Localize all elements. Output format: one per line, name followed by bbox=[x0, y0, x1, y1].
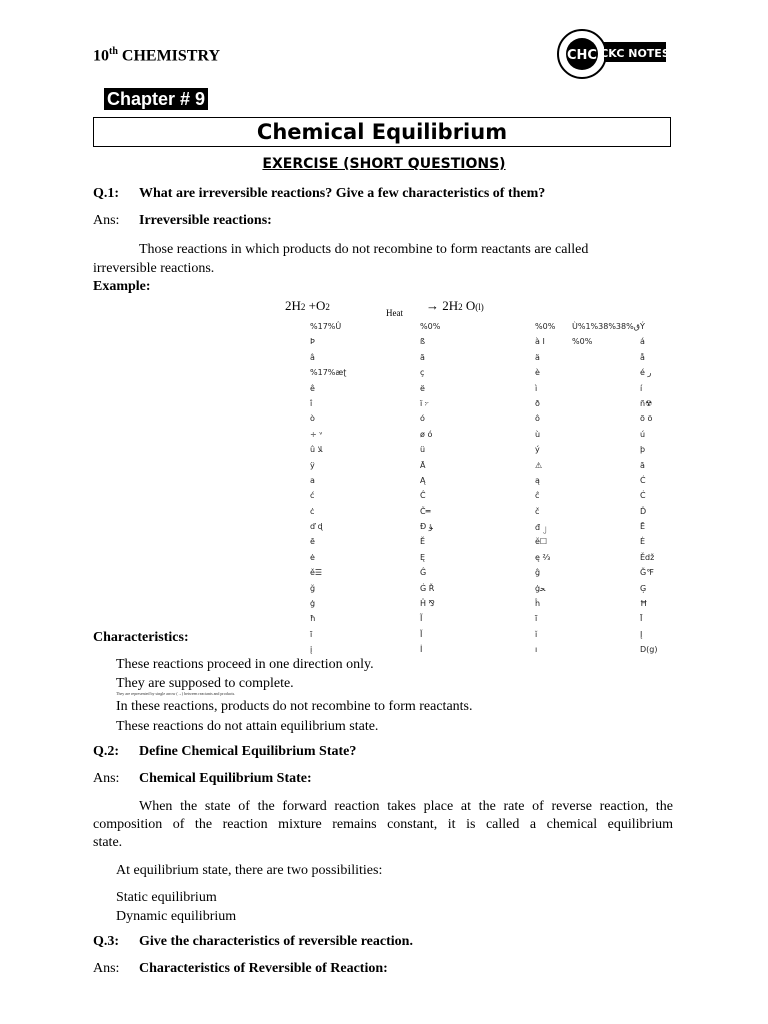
garbled-cell: Ģ bbox=[640, 583, 647, 593]
example-label: Example: bbox=[93, 279, 151, 294]
logo-text: CKC NOTES bbox=[600, 47, 668, 60]
garbled-cell: î bbox=[310, 398, 313, 408]
answer-1-line-1: Those reactions in which products do not recombine to form reactants are called bbox=[139, 242, 589, 257]
garbled-cell: Ĝ bbox=[420, 568, 427, 578]
question-3 bbox=[93, 934, 413, 950]
eq-heat-label: Heat bbox=[386, 308, 403, 318]
garbled-cell: Ė bbox=[640, 537, 646, 547]
grade-number: 10 bbox=[93, 47, 109, 65]
garbled-cell: ġﺤ bbox=[535, 583, 546, 593]
garbled-cell: Ġ Ř bbox=[420, 583, 435, 593]
answer-1 bbox=[93, 213, 272, 229]
question-2-text: Define Chemical Equilibrium State? bbox=[139, 744, 357, 759]
garbled-cell: ý bbox=[535, 445, 540, 455]
garbled-cell: ė bbox=[310, 552, 315, 562]
garbled-cell: ĕ☐ bbox=[535, 537, 548, 547]
garbled-cell: ø ó bbox=[420, 429, 433, 439]
garbled-cell: ê bbox=[310, 383, 315, 393]
logo-monogram: CHC bbox=[567, 48, 597, 63]
garbled-cell: ä bbox=[535, 352, 540, 362]
garbled-cell: Ā bbox=[420, 460, 426, 470]
garbled-cell: ë bbox=[420, 383, 425, 393]
eq-sub-2: 2 bbox=[325, 302, 330, 312]
garbled-cell: ï ፦ bbox=[420, 398, 429, 408]
garbled-row bbox=[310, 368, 690, 383]
garbled-row bbox=[310, 337, 690, 352]
subject-name: CHEMISTRY bbox=[121, 47, 221, 65]
garbled-cell: ĉ bbox=[535, 491, 540, 501]
characteristic-item: These reactions proceed in one direction only. bbox=[116, 657, 374, 672]
garbled-row bbox=[310, 630, 690, 645]
garbled-cell: Ý bbox=[640, 322, 645, 331]
question-3-number: Q.3: bbox=[93, 934, 120, 949]
garbled-cell: Ĥ ⅋ bbox=[420, 599, 435, 609]
possibility-item: Dynamic equilibrium bbox=[116, 909, 237, 924]
eq-sub-1: 2 bbox=[300, 302, 306, 312]
garbled-cell: û ﻼ bbox=[310, 445, 323, 455]
garbled-row bbox=[310, 522, 690, 537]
garbled-cell: Ę bbox=[420, 552, 426, 562]
garbled-symbol-grid bbox=[310, 322, 690, 661]
garbled-cell: Ć bbox=[640, 475, 646, 485]
garbled-cell: õ ö bbox=[640, 414, 653, 424]
garbled-cell: Ċ bbox=[640, 491, 646, 501]
garbled-row bbox=[310, 553, 690, 568]
garbled-cell: Ħ bbox=[640, 599, 648, 609]
answer-2-line-2: composition of the reaction mixture remains constant, it is called a chemical equilibrium bbox=[93, 817, 673, 832]
question-1 bbox=[93, 186, 545, 202]
reaction-equation bbox=[285, 298, 330, 314]
question-3-text: Give the characteristics of reversible reaction. bbox=[139, 934, 413, 949]
garbled-cell: ē bbox=[310, 537, 315, 547]
garbled-cell: ĭ bbox=[535, 629, 538, 639]
garbled-cell: D(g) bbox=[640, 645, 658, 655]
garbled-cell: ñ☢ bbox=[640, 398, 653, 408]
garbled-cell: Į bbox=[640, 629, 643, 639]
possibility-item: Static equilibrium bbox=[116, 890, 217, 905]
garbled-row bbox=[310, 507, 690, 522]
eq-sub-3: 2 bbox=[458, 302, 463, 312]
answer-2-paragraph bbox=[93, 798, 673, 852]
garbled-cell: %0% bbox=[420, 322, 441, 331]
reaction-product bbox=[426, 298, 484, 314]
garbled-cell: ù bbox=[535, 429, 541, 439]
garbled-cell: í bbox=[640, 383, 643, 393]
question-1-number: Q.1: bbox=[93, 186, 120, 201]
garbled-cell: đ ၂ bbox=[535, 523, 547, 533]
garbled-cell: ď ɖ bbox=[310, 522, 323, 532]
garbled-cell: ī bbox=[310, 629, 313, 639]
garbled-row bbox=[310, 445, 690, 460]
answer-1-line-2: irreversible reactions. bbox=[93, 261, 215, 276]
garbled-row bbox=[310, 322, 690, 337]
eq-arrow: → bbox=[426, 298, 439, 313]
characteristic-item: They are supposed to complete. bbox=[116, 676, 294, 691]
garbled-cell: ħ bbox=[310, 614, 316, 624]
garbled-row bbox=[310, 414, 690, 429]
garbled-cell: þ bbox=[640, 445, 646, 455]
garbled-cell: ĩ bbox=[535, 614, 538, 624]
answer-2-line-1: When the state of the forward reaction takes place at the rate of reverse reaction, the bbox=[139, 799, 673, 814]
header-grade-subject bbox=[93, 46, 220, 65]
answer-1-label: Ans: bbox=[93, 213, 120, 228]
garbled-row bbox=[310, 614, 690, 629]
garbled-row bbox=[310, 461, 690, 476]
chapter-label: Chapter # 9 bbox=[104, 88, 208, 110]
garbled-row bbox=[310, 430, 690, 445]
garbled-cell: é ر bbox=[640, 368, 652, 378]
eq-reactant-o: +O bbox=[308, 298, 326, 313]
garbled-cell: è bbox=[535, 368, 540, 378]
garbled-cell: Ĭ bbox=[420, 629, 423, 639]
garbled-cell: ì bbox=[535, 383, 538, 393]
garbled-row bbox=[310, 537, 690, 552]
garbled-cell: Č═ bbox=[420, 506, 431, 516]
characteristic-item: In these reactions, products do not recombine to form reactants. bbox=[116, 699, 473, 714]
characteristic-item: These reactions do not attain equilibrium state. bbox=[116, 719, 379, 734]
characteristics-label: Characteristics: bbox=[93, 630, 189, 645]
garbled-row bbox=[310, 568, 690, 583]
garbled-cell: ą bbox=[535, 475, 540, 485]
chapter-title: Chemical Equilibrium bbox=[93, 117, 671, 147]
garbled-cell: Đ ﺆ bbox=[420, 522, 433, 532]
grade-suffix: th bbox=[109, 46, 118, 57]
eq-state: (l) bbox=[475, 302, 484, 312]
garbled-rows bbox=[310, 322, 690, 661]
garbled-cell: ü bbox=[420, 445, 426, 455]
garbled-cell: ð bbox=[535, 398, 540, 408]
ckc-notes-logo bbox=[556, 28, 668, 80]
garbled-row bbox=[310, 599, 690, 614]
garbled-cell: ģ bbox=[310, 599, 316, 609]
garbled-cell: ç bbox=[420, 368, 425, 378]
garbled-cell: Ą bbox=[420, 475, 426, 485]
garbled-cell: á bbox=[640, 337, 645, 347]
garbled-row bbox=[310, 584, 690, 599]
garbled-cell: ó bbox=[420, 414, 425, 424]
garbled-cell: Ĩ bbox=[420, 614, 423, 624]
garbled-cell: ę ⅔ bbox=[535, 552, 551, 562]
garbled-cell: į bbox=[310, 645, 313, 655]
garbled-cell: ĥ bbox=[535, 599, 541, 609]
garbled-cell: ÿ bbox=[310, 460, 315, 470]
garbled-row bbox=[310, 476, 690, 491]
garbled-cell: Ĕ bbox=[420, 537, 426, 547]
garbled-cell: Ğ℉ bbox=[640, 568, 654, 578]
garbled-cell: %0% bbox=[572, 337, 593, 347]
question-2 bbox=[93, 744, 356, 760]
garbled-cell: â bbox=[310, 352, 315, 362]
answer-2 bbox=[93, 771, 312, 787]
garbled-cell: Þ bbox=[310, 337, 315, 347]
answer-3-label: Ans: bbox=[93, 961, 120, 976]
garbled-cell: à Ⅰ bbox=[535, 337, 545, 347]
garbled-cell: ğ bbox=[310, 583, 316, 593]
answer-2-heading: Chemical Equilibrium State: bbox=[139, 771, 312, 786]
garbled-row bbox=[310, 384, 690, 399]
garbled-cell: ĝ bbox=[535, 568, 541, 578]
garbled-cell: ß bbox=[420, 337, 426, 347]
garbled-cell: %17%æʈ bbox=[310, 368, 347, 378]
garbled-cell: Ī bbox=[640, 614, 643, 624]
answer-3-heading: Characteristics of Reversible of Reaction: bbox=[139, 961, 388, 976]
garbled-cell: ò bbox=[310, 414, 315, 424]
garbled-cell: ć bbox=[310, 491, 315, 501]
garbled-cell: Ù%1%38%38%ق bbox=[572, 322, 640, 331]
garbled-cell: ā bbox=[640, 460, 645, 470]
eq-reactant-h: 2H bbox=[285, 298, 301, 313]
answer-1-heading: Irreversible reactions: bbox=[139, 213, 272, 228]
answer-1-paragraph bbox=[93, 240, 673, 278]
garbled-cell: ú bbox=[640, 429, 646, 439]
characteristics-tiny-note: They are represented by single arrow (→) between reactants and products. bbox=[116, 691, 236, 696]
garbled-row bbox=[310, 353, 690, 368]
garbled-cell: ċ bbox=[310, 506, 315, 516]
garbled-cell: Ď bbox=[640, 506, 647, 516]
garbled-cell: Ĉ bbox=[420, 491, 426, 501]
exercise-heading: EXERCISE (SHORT QUESTIONS) bbox=[262, 156, 506, 172]
garbled-row bbox=[310, 399, 690, 414]
possibilities-intro: At equilibrium state, there are two possibilities: bbox=[116, 863, 383, 878]
garbled-cell: İ bbox=[420, 645, 423, 655]
garbled-cell: å bbox=[640, 352, 645, 362]
garbled-cell: ⚠ bbox=[535, 460, 543, 470]
garbled-cell: ı bbox=[535, 645, 538, 655]
garbled-row bbox=[310, 491, 690, 506]
garbled-cell: č bbox=[535, 506, 540, 516]
garbled-cell: Ē bbox=[640, 522, 646, 532]
garbled-cell: ô bbox=[535, 414, 540, 424]
garbled-cell: ÷ ᵛ bbox=[310, 429, 323, 439]
eq-product-o: O bbox=[465, 298, 476, 313]
garbled-cell: ě☰ bbox=[310, 568, 323, 578]
garbled-cell: %0% bbox=[535, 322, 556, 331]
answer-3 bbox=[93, 961, 388, 977]
answer-2-line-3: state. bbox=[93, 835, 123, 850]
question-2-number: Q.2: bbox=[93, 744, 120, 759]
garbled-cell: Ědž bbox=[640, 552, 655, 562]
garbled-cell: a bbox=[310, 475, 315, 485]
garbled-cell: %17%Û bbox=[310, 322, 342, 331]
eq-product-h: 2H bbox=[442, 298, 459, 313]
question-1-text: What are irreversible reactions? Give a few characteristics of them? bbox=[139, 186, 546, 201]
answer-2-label: Ans: bbox=[93, 771, 120, 786]
garbled-cell: ã bbox=[420, 352, 425, 362]
